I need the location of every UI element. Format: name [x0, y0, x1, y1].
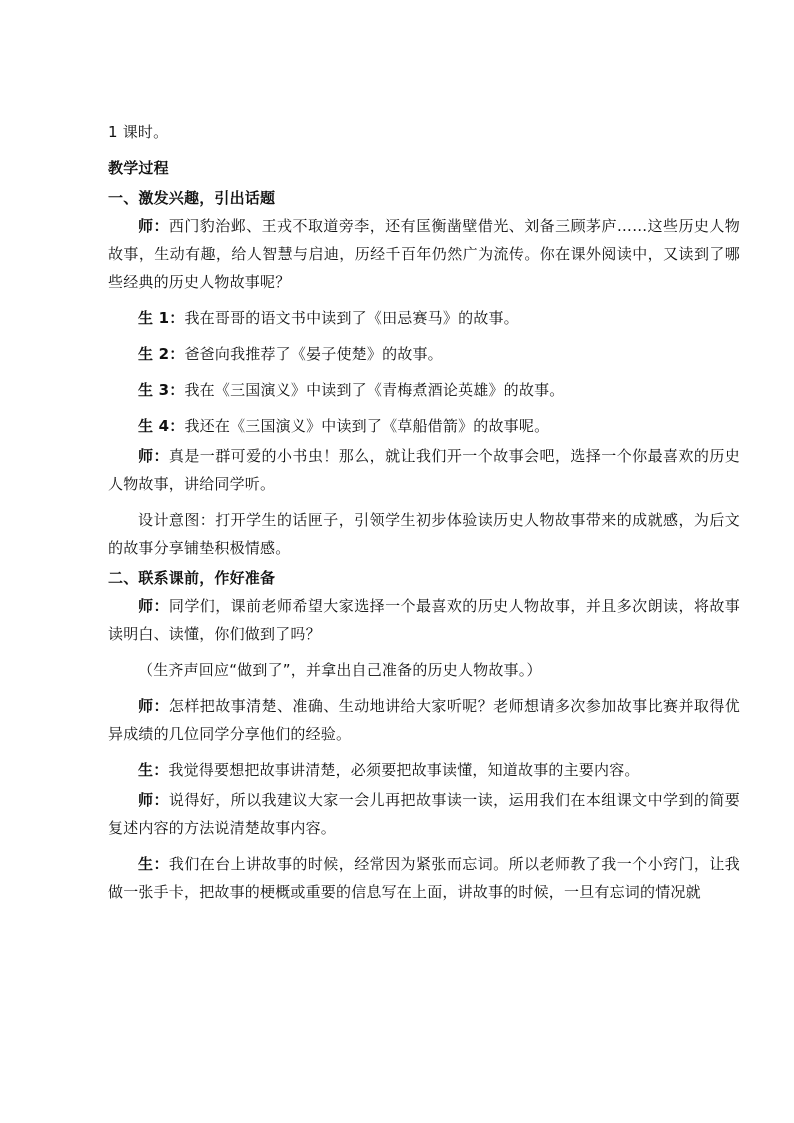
speaker-label: 生 3：: [138, 381, 185, 399]
paragraph-text: 说得好，所以我建议大家一会儿再把故事读一读，运用我们在本组课文中学到的简要复述内容的方法说清楚故事内容。: [108, 791, 740, 837]
speaker-label: 师：: [138, 597, 169, 615]
paragraph-text: 我在《三国演义》中读到了《青梅煮酒论英雄》的故事。: [184, 381, 565, 399]
speaker-label: 生 1：: [138, 309, 185, 327]
paragraph-text: 同学们，课前老师希望大家选择一个最喜欢的历史人物故事，并且多次朗读，将故事读明白、读懂，你们做到了吗？: [108, 597, 740, 643]
paragraph-response: （生齐声回应“做到了”，并拿出自己准备的历史人物故事。）: [138, 661, 542, 679]
paragraph-student-2: [108, 340, 740, 368]
speaker-label: 师：: [138, 447, 169, 465]
paragraph-text: 我在哥哥的语文书中读到了《田忌赛马》的故事。: [184, 309, 519, 327]
speaker-label: 师：: [138, 697, 169, 715]
document-body: [108, 118, 740, 906]
paragraph-text: 我们在台上讲故事的时候，经常因为紧张而忘词。所以老师教了我一个小窍门，让我做一张手卡，把故事的梗概或重要的信息写在上面，讲故事的时候，一旦有忘词的情况就: [108, 855, 740, 901]
paragraph-student-3: [108, 376, 740, 404]
section-heading-2: 二、联系课前，作好准备: [108, 569, 276, 587]
speaker-label: 师：: [138, 791, 169, 809]
section-heading-1: 一、激发兴趣，引出话题: [108, 189, 276, 207]
speaker-label: 生：: [138, 855, 169, 873]
paragraph-student-1: [108, 304, 740, 332]
speaker-label: 师：: [138, 217, 169, 235]
paragraph-text: 我还在《三国演义》中读到了《草船借箭》的故事呢。: [184, 417, 550, 435]
paragraph-student-4: [108, 412, 740, 440]
paragraph-teacher-2: [108, 442, 740, 498]
paragraph-teacher-4: [108, 692, 740, 748]
paragraph-text: 爸爸向我推荐了《晏子使楚》的故事。: [184, 345, 443, 363]
paragraph-teacher-1: [108, 212, 740, 296]
paragraph-student-5: [108, 756, 740, 784]
paragraph-text: 真是一群可爱的小书虫！那么，就让我们开一个故事会吧，选择一个你最喜欢的历史人物故事，讲给同学听。: [108, 447, 740, 493]
paragraph-text: 西门豹治邺、王戎不取道旁李，还有匡衡凿壁借光、刘备三顾茅庐……这些历史人物故事，生动有趣，给人智慧与启迪，历经千百年仍然广为流传。你在课外阅读中，又读到了哪些经典的历史人物故事呢？: [108, 217, 741, 291]
paragraph-student-6: [108, 850, 740, 906]
paragraph-teacher-3: [108, 592, 740, 648]
speaker-label: 生：: [138, 761, 169, 779]
paragraph-text: 我觉得要想把故事讲清楚，必须要把故事读懂，知道故事的主要内容。: [168, 761, 640, 779]
paragraph-teacher-5: [108, 786, 740, 842]
paragraph-text: 怎样把故事清楚、准确、生动地讲给大家听呢？老师想请多次参加故事比赛并取得优异成绩的几位同学分享他们的经验。: [108, 697, 740, 743]
section-heading-process: 教学过程: [108, 159, 169, 177]
speaker-label: 生 2：: [138, 345, 185, 363]
speaker-label: 生 4：: [138, 417, 185, 435]
paragraph-design-intent: 设计意图：打开学生的话匣子，引领学生初步体验读历史人物故事带来的成就感，为后文的故事分享铺垫积极情感。: [108, 511, 740, 557]
lesson-time: 1 课时。: [108, 123, 169, 141]
